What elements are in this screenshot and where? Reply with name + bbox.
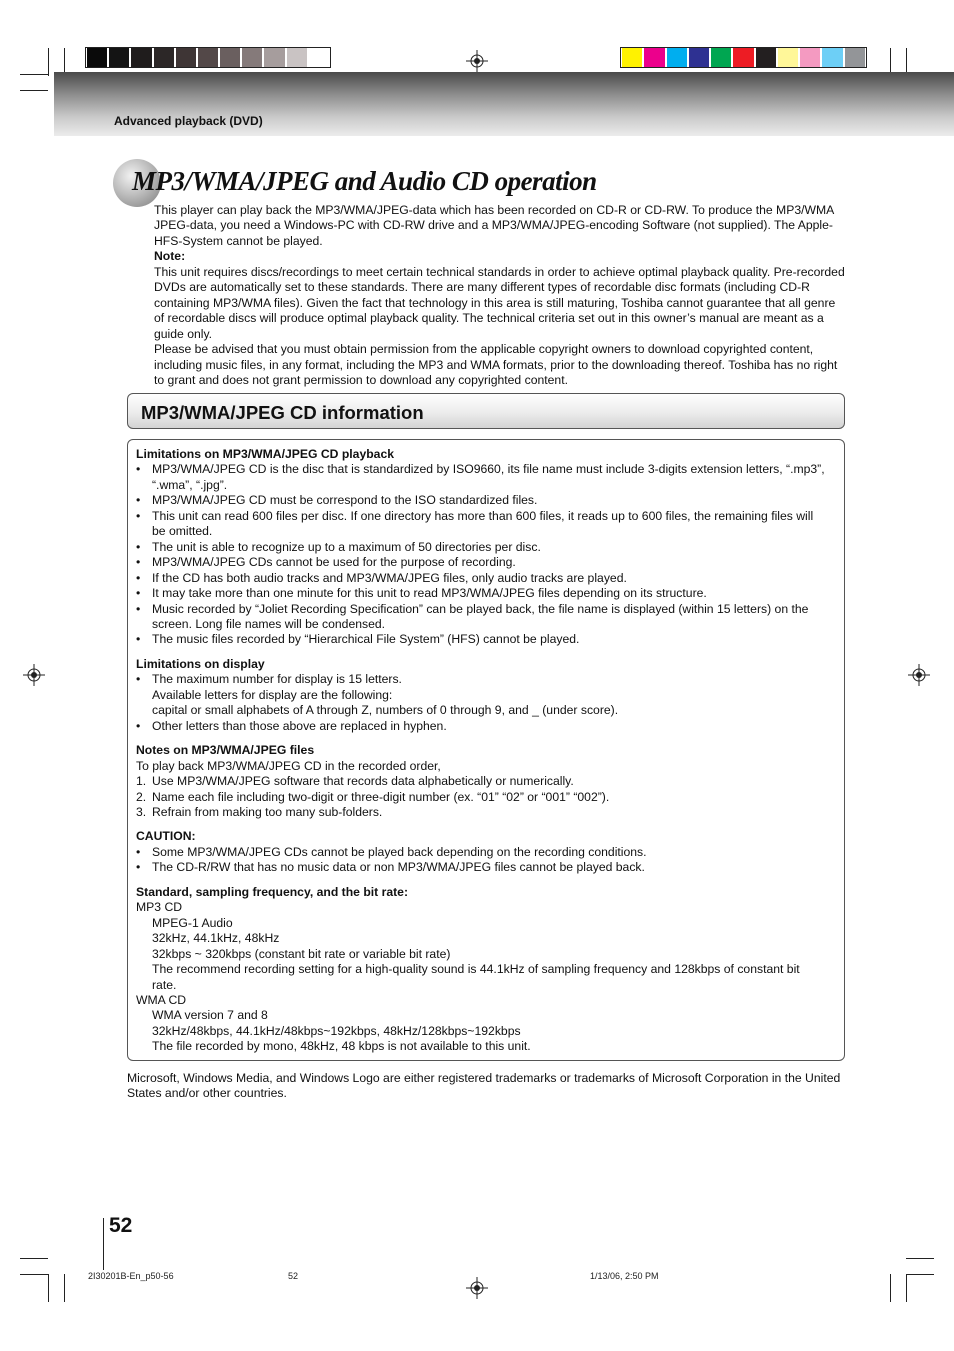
note-label: Note: bbox=[154, 249, 186, 264]
bullet: • bbox=[136, 672, 141, 687]
spec-line: 32kHz, 44.1kHz, 48kHz bbox=[152, 931, 280, 946]
numbered-item-text: Refrain from making too many sub-folders. bbox=[152, 804, 383, 819]
notes-files-list bbox=[136, 774, 826, 820]
trademark-notice: Microsoft, Windows Media, and Windows Logo are either registered trademarks or trademarks of Microsoft Corporation in the United States and/or other countries. bbox=[127, 1071, 841, 1101]
registration-mark-icon bbox=[466, 1277, 488, 1299]
bullet: • bbox=[136, 508, 141, 523]
list-item bbox=[136, 509, 826, 540]
crop-mark bbox=[20, 74, 48, 75]
registration-mark-icon bbox=[23, 664, 45, 686]
mp3-specs bbox=[136, 916, 826, 993]
notes-files-heading: Notes on MP3/WMA/JPEG files bbox=[136, 743, 315, 758]
section-label: Advanced playback (DVD) bbox=[114, 114, 263, 128]
crop-mark bbox=[48, 48, 49, 76]
list-item bbox=[136, 602, 826, 633]
spec-line: The file recorded by mono, 48kHz, 48 kbps is not available to this unit. bbox=[152, 1039, 531, 1054]
list-item-text: MP3/WMA/JPEG CD must be correspond to the ISO standardized files. bbox=[152, 493, 538, 508]
list-item-text: The unit is able to recognize up to a maximum of 50 directories per disc. bbox=[152, 539, 541, 554]
list-item bbox=[136, 632, 826, 647]
page-number: 52 bbox=[109, 1214, 133, 1237]
list-item-text: The maximum number for display is 15 letters. bbox=[152, 672, 402, 687]
list-item bbox=[136, 540, 826, 555]
bullet: • bbox=[136, 493, 141, 508]
page-title: MP3/WMA/JPEG and Audio CD operation bbox=[132, 166, 597, 196]
list-item-text: This unit can read 600 files per disc. If one directory has more than 600 files, it reads up to 600 files, the remaining files will be omitted. bbox=[152, 508, 814, 539]
bullet: • bbox=[136, 844, 141, 859]
color-bars-outline bbox=[620, 47, 867, 68]
footer-page: 52 bbox=[288, 1271, 299, 1281]
list-item-text: It may take more than one minute for this unit to read MP3/WMA/JPEG files depending on its structure. bbox=[152, 586, 707, 601]
list-item-text: The music files recorded by “Hierarchical File System” (HFS) cannot be played. bbox=[152, 632, 580, 647]
spec-line: 32kbps ~ 320kbps (constant bit rate or variable bit rate) bbox=[152, 946, 451, 961]
numbered-item-text: Name each file including two-digit or three-digit number (ex. “01” “02” or “001” “002”). bbox=[152, 789, 610, 804]
caution-list bbox=[136, 845, 826, 876]
intro-text bbox=[154, 203, 848, 388]
list-item-subtext: capital or small alphabets of A through Z, numbers of 0 through 9, and _ (under score). bbox=[152, 703, 619, 718]
wma-specs bbox=[136, 1008, 826, 1054]
info-content bbox=[136, 447, 826, 1055]
list-item bbox=[136, 719, 826, 734]
spec-line: The recommend recording setting for a high-quality sound is 44.1kHz of sampling frequency and 128kbps of constant bit rate. bbox=[152, 962, 800, 992]
bullet: • bbox=[136, 570, 141, 585]
section-title: MP3/WMA/JPEG CD information bbox=[141, 402, 424, 423]
footer-file: 2I30201B-En_p50-56 bbox=[88, 1271, 174, 1281]
numbered-item bbox=[136, 790, 826, 805]
item-number: 1. bbox=[136, 774, 147, 789]
item-number: 2. bbox=[136, 789, 147, 804]
copyright-paragraph: Please be advised that you must obtain permission from the applicable copyright owners to download copyrighted content, including music files, in any format, including the MP3 and WMA formats, prior to the downloading thereof. Toshiba has no right to grant and does not grant permission to download any copyrighted content. bbox=[154, 342, 838, 387]
crop-mark bbox=[48, 1274, 49, 1302]
list-item bbox=[136, 586, 826, 601]
bullet: • bbox=[136, 601, 141, 616]
standard-heading: Standard, sampling frequency, and the bit rate: bbox=[136, 884, 409, 899]
item-number: 3. bbox=[136, 804, 147, 819]
bullet: • bbox=[136, 718, 141, 733]
section-header bbox=[127, 393, 845, 429]
list-item-text: Some MP3/WMA/JPEG CDs cannot be played back depending on the recording conditions. bbox=[152, 844, 647, 859]
mp3-label: MP3 CD bbox=[136, 900, 183, 915]
list-item-text: If the CD has both audio tracks and MP3/WMA/JPEG files, only audio tracks are played. bbox=[152, 570, 627, 585]
playback-limitations-list bbox=[136, 462, 826, 647]
wma-label: WMA CD bbox=[136, 992, 187, 1007]
crop-mark bbox=[906, 1274, 907, 1302]
crop-mark bbox=[890, 1274, 891, 1302]
crop-mark bbox=[906, 1258, 934, 1259]
list-item-text: Music recorded by “Joliet Recording Specification” can be played back, the file name is displayed (within 15 letters) on the screen. Long file names will be condensed. bbox=[152, 601, 809, 631]
list-item bbox=[136, 672, 826, 718]
registration-mark-icon bbox=[466, 50, 488, 72]
crop-mark bbox=[20, 90, 48, 91]
display-limitations-heading: Limitations on display bbox=[136, 656, 265, 671]
registration-mark-icon bbox=[908, 664, 930, 686]
bullet: • bbox=[136, 632, 141, 647]
numbered-item bbox=[136, 805, 826, 820]
list-item-text: MP3/WMA/JPEG CDs cannot be used for the purpose of recording. bbox=[152, 555, 516, 570]
list-item bbox=[136, 860, 826, 875]
list-item bbox=[136, 462, 826, 493]
grayscale-bars-outline bbox=[85, 47, 331, 68]
footer-date: 1/13/06, 2:50 PM bbox=[590, 1271, 659, 1281]
list-item-text: Other letters than those above are replaced in hyphen. bbox=[152, 718, 447, 733]
list-item-subtext: Available letters for display are the following: bbox=[152, 687, 393, 702]
list-item bbox=[136, 571, 826, 586]
crop-mark bbox=[906, 1274, 934, 1275]
page-number-rule bbox=[103, 1218, 104, 1270]
bullet: • bbox=[136, 539, 141, 554]
notes-files-lead: To play back MP3/WMA/JPEG CD in the recorded order, bbox=[136, 758, 441, 773]
list-item bbox=[136, 493, 826, 508]
note-paragraph: This unit requires discs/recordings to meet certain technical standards in order to achieve optimal playback quality. Pre-recorded DVDs are automatically set to these standards. There are many different types of recordable disc formats (including CD-R containing MP3/WMA files). Given the fact that technology in this area is still maturing, Toshiba cannot guarantee that all genre of recordable discs will produce optimal playback quality. The technical criteria set out in this owner’s manual are meant as a guide only. bbox=[154, 264, 845, 341]
intro-paragraph: This player can play back the MP3/WMA/JPEG-data which has been recorded on CD-R or CD-RW. To produce the MP3/WMA JPEG-data, you need a Windows-PC with CD-RW drive and a MP3/WMA/JPEG-encoding Software (not supplied). The Apple-HFS-System cannot be played. bbox=[154, 203, 834, 248]
bullet: • bbox=[136, 462, 141, 477]
bullet: • bbox=[136, 555, 141, 570]
list-item-text: MP3/WMA/JPEG CD is the disc that is standardized by ISO9660, its file name must include 3-digits extension letters, “.mp3”, “.wma”, “.jpg”. bbox=[152, 462, 825, 492]
spec-line: 32kHz/48kbps, 44.1kHz/48kbps~192kbps, 48kHz/128kbps~192kbps bbox=[152, 1023, 521, 1038]
numbered-item bbox=[136, 774, 826, 789]
caution-heading: CAUTION: bbox=[136, 829, 196, 844]
crop-mark bbox=[20, 1274, 48, 1275]
crop-mark bbox=[20, 1258, 48, 1259]
spec-line: WMA version 7 and 8 bbox=[152, 1008, 268, 1023]
list-item-text: The CD-R/RW that has no music data or non MP3/WMA/JPEG files cannot be played back. bbox=[152, 860, 645, 875]
numbered-item-text: Use MP3/WMA/JPEG software that records data alphabetically or numerically. bbox=[152, 774, 574, 789]
bullet: • bbox=[136, 586, 141, 601]
list-item bbox=[136, 845, 826, 860]
list-item bbox=[136, 555, 826, 570]
spec-line: MPEG-1 Audio bbox=[152, 915, 233, 930]
bullet: • bbox=[136, 860, 141, 875]
crop-mark bbox=[64, 1274, 65, 1302]
playback-limitations-heading: Limitations on MP3/WMA/JPEG CD playback bbox=[136, 447, 395, 461]
